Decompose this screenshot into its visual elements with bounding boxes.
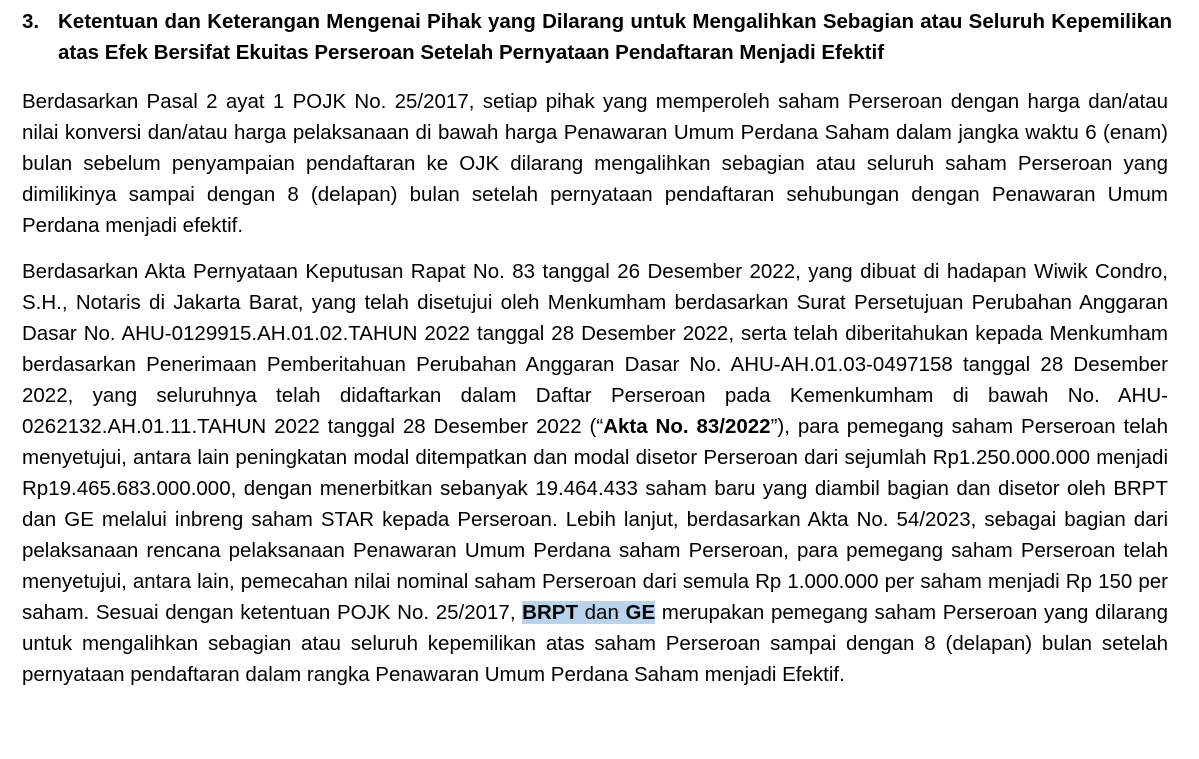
section-heading bbox=[22, 6, 1172, 68]
paragraph-akta-details bbox=[22, 256, 1168, 690]
akta-reference-bold: Akta No. 83/2022 bbox=[603, 415, 771, 438]
brpt-bold: BRPT bbox=[522, 601, 578, 624]
paragraph-text-part1: Berdasarkan Akta Pernyataan Keputusan Rapat No. 83 tanggal 26 Desember 2022, yang dibuat di hadapan Wiwik Condro, S.H., Notaris di Jakarta Barat, yang telah disetujui oleh Menkumham berdasarkan Surat Persetujuan Perubahan Anggaran Dasar No. AHU-0129915.AH.01.02.TAHUN 2022 tanggal 28 Desember 2022, serta telah diberitahukan kepada Menkumham berdasarkan Penerimaan Pemberitahuan Perubahan Anggaran Dasar No. AHU-AH.01.03-0497158 tanggal 28 Desember 2022, yang seluruhnya telah didaftarkan dalam Daftar Perseroan pada Kemenkumham di bawah No. AHU-0262132.AH.01.11.TAHUN 2022 tanggal 28 Desember 2022 (“ bbox=[22, 260, 1168, 438]
paragraph-text-part3: merupakan pemegang saham Perseroan yang dilarang untuk mengalihkan sebagian atau seluruh kepemilikan atas saham Perseroan sampai dengan 8 (delapan) bulan setelah pernyataan pendaftaran dalam rangka Penawaran Umum Perdana Saham menjadi Efektif. bbox=[22, 601, 1168, 686]
section-number: 3. bbox=[22, 10, 40, 33]
paragraph-pojk-rule: Berdasarkan Pasal 2 ayat 1 POJK No. 25/2017, setiap pihak yang memperoleh saham Perseroan dengan harga dan/atau nilai konversi dan/atau harga pelaksanaan di bawah harga Penawaran Umum Perdana Saham dalam jangka waktu 6 (enam) bulan sebelum penyampaian pendaftaran ke OJK dilarang mengalihkan sebagian atau seluruh saham Perseroan yang dimilikinya sampai dengan 8 (delapan) bulan setelah pernyataan pendaftaran sehubungan dengan Penawaran Umum Perdana menjadi efektif. bbox=[22, 90, 1168, 237]
conjunction-dan: dan bbox=[577, 601, 626, 624]
ge-bold: GE bbox=[625, 601, 656, 624]
section-title: Ketentuan dan Keterangan Mengenai Pihak yang Dilarang untuk Mengalihkan Sebagian atau Seluruh Kepemilikan atas Efek Bersifat Ekuitas Perseroan Setelah Pernyataan Pendaftaran Menjadi Efektif bbox=[58, 10, 1172, 64]
selected-text-highlight[interactable] bbox=[522, 601, 655, 624]
paragraph-text-part2: ”), para pemegang saham Perseroan telah menyetujui, antara lain peningkatan modal ditempatkan dan modal disetor Perseroan dari sejumlah Rp1.250.000.000 menjadi Rp19.465.683.000.000, dengan menerbitkan sebanyak 19.464.433 saham baru yang diambil bagian dan disetor oleh BRPT dan GE melalui inbreng saham STAR kepada Perseroan. Lebih lanjut, berdasarkan Akta No. 54/2023, sebagai bagian dari pelaksanaan rencana pelaksanaan Penawaran Umum Perdana saham Perseroan, para pemegang saham Perseroan telah menyetujui, antara lain, pemecahan nilai nominal saham Perseroan dari semula Rp 1.000.000 per saham menjadi Rp 150 per saham. Sesuai dengan ketentuan POJK No. 25/2017, bbox=[22, 415, 1168, 624]
